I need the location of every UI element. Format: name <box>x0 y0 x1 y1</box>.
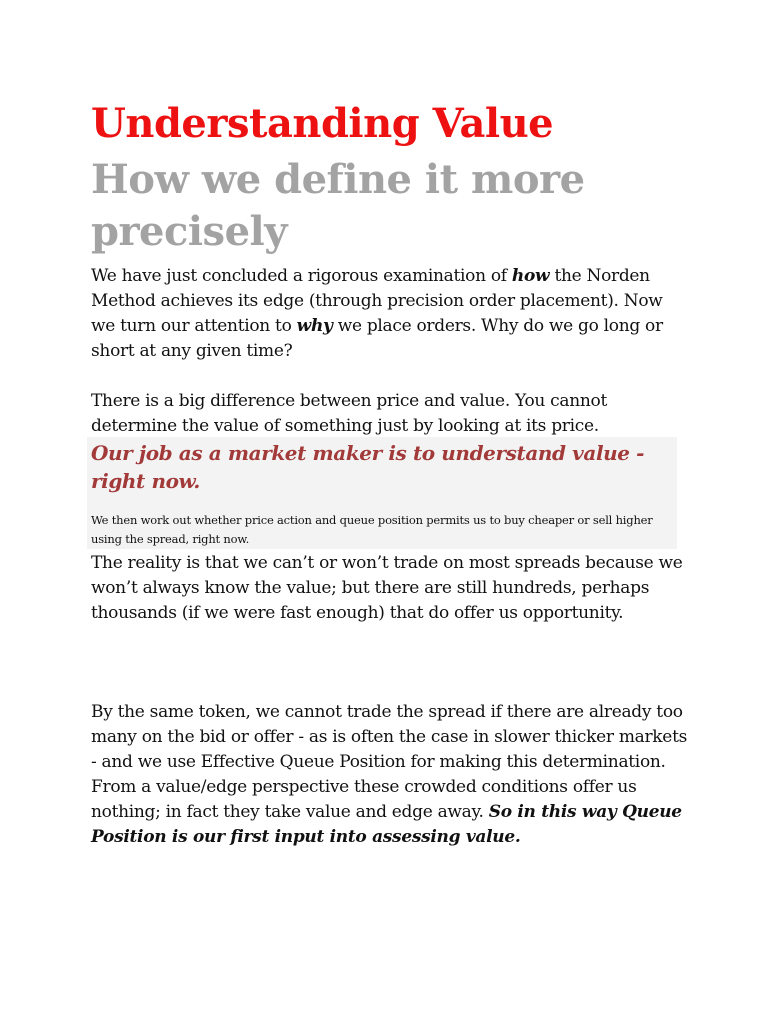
paragraph-price-value: There is a big difference between price and value. You cannot determine the value of something just by looking at its price. <box>91 391 607 436</box>
callout-note: We then work out whether price action and queue position permits us to buy cheaper or sell higher using the spread, right now. <box>91 513 653 546</box>
paragraph-reality: The reality is that we can’t or won’t trade on most spreads because we won’t always know the value; but there are still hundreds, perhaps thousands (if we were fast enough) that do offer us opportunity. <box>91 553 683 623</box>
paragraph-intro-part1: We have just concluded a rigorous examination of <box>91 266 512 286</box>
document-title: Understanding Value <box>91 100 554 147</box>
document-subtitle: How we define it more precisely <box>91 156 585 255</box>
paragraph-queue-text: By the same token, we cannot trade the spread if there are already too many on the bid or offer - as is often the case in slower thicker markets - and we use Effective Queue Position for making this determination. From a value/edge perspective these crowded conditions offer us nothing; in fact they take value and edge away. <box>91 702 688 822</box>
paragraph-intro <box>91 264 691 364</box>
emphasis-queue-position: So in this way Queue Position is our first input into assessing value. <box>91 802 682 847</box>
paragraph-intro-part2: the Norden Method achieves its edge (through precision order placement). Now we turn our attention to <box>91 266 663 336</box>
paragraph-intro-part3: we place orders. Why do we go long or short at any given time? <box>91 316 663 361</box>
callout-quote: Our job as a market maker is to understand value - right now. <box>91 441 645 493</box>
emphasis-how: how <box>511 266 550 286</box>
emphasis-why: why <box>296 316 333 336</box>
paragraph-queue-position <box>91 700 691 850</box>
